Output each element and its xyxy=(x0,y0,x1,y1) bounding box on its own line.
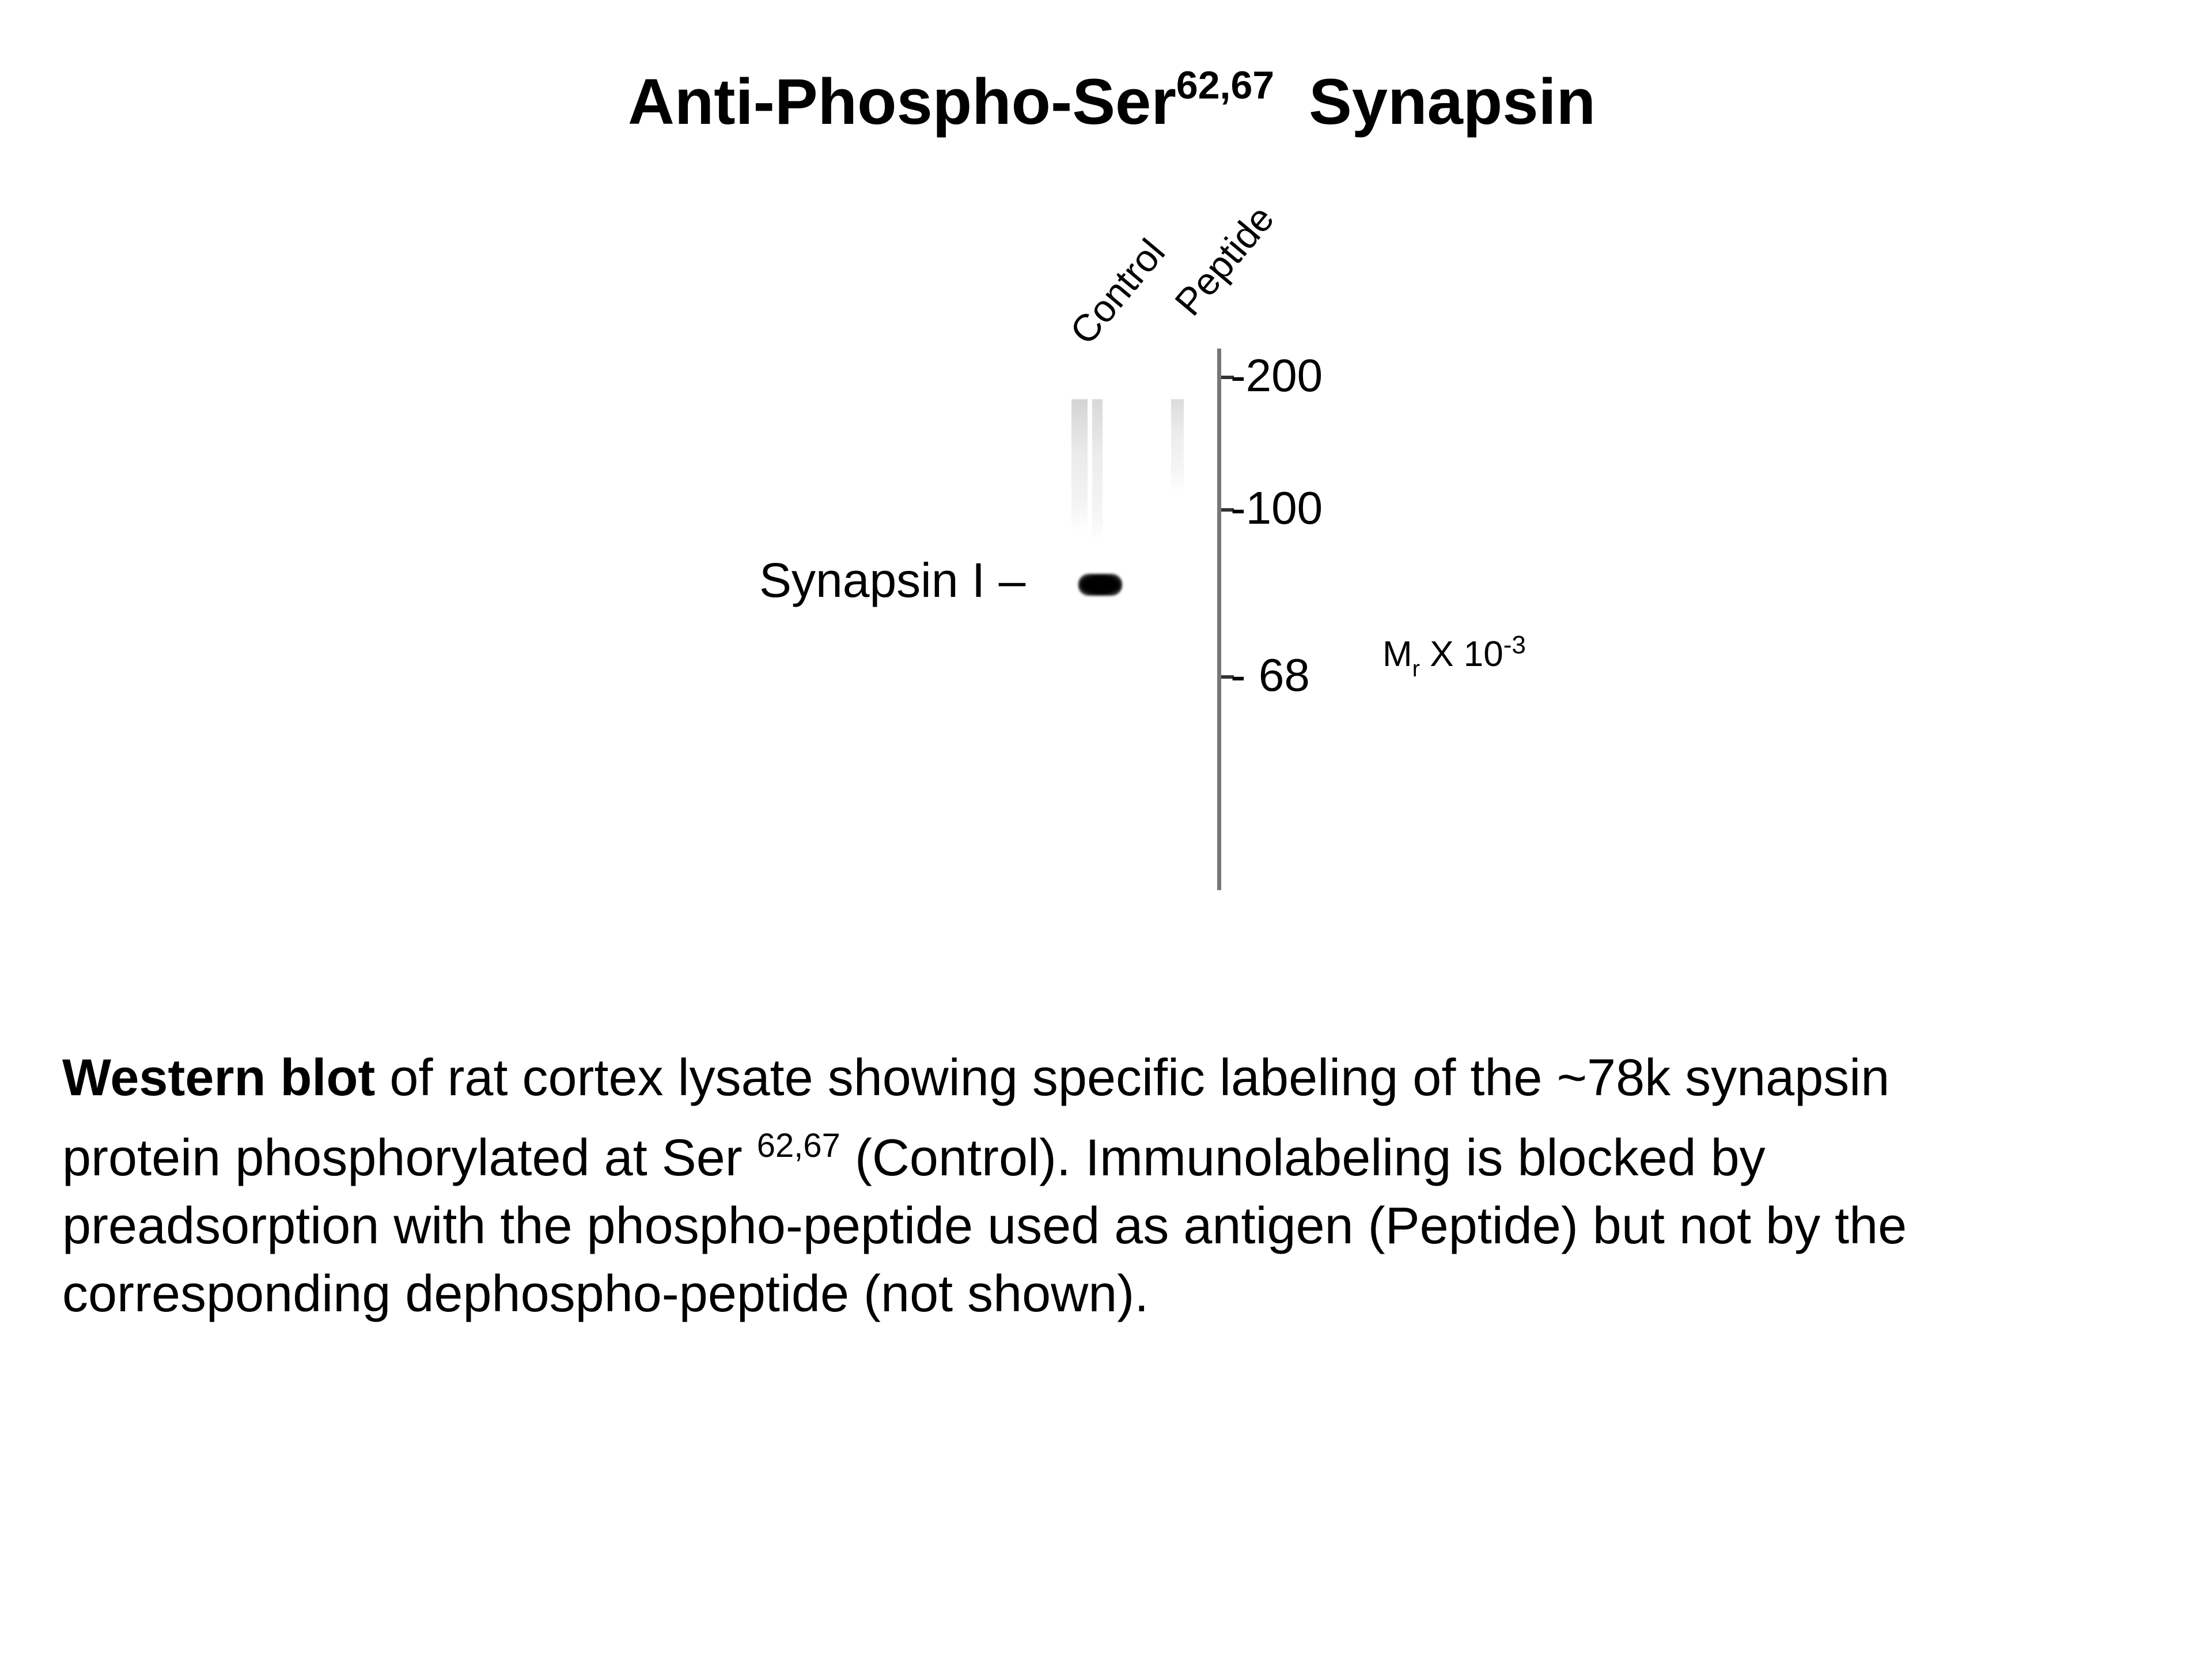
marker-label-100: -100 xyxy=(1230,482,1323,534)
band-label-synapsin-i: Synapsin I – xyxy=(759,553,1026,607)
marker-label-200: -200 xyxy=(1230,350,1323,401)
mw-unit-label xyxy=(1382,625,1526,689)
synapsin-band xyxy=(1078,574,1122,596)
mr-multiplier: X 10 xyxy=(1419,634,1503,674)
caption-bold-lead: Western blot xyxy=(62,1049,376,1107)
caption-line-2-a: protein phosphorylated at Ser xyxy=(62,1129,757,1187)
figure-caption xyxy=(62,1044,2194,1328)
caption-superscript: 62,67 xyxy=(756,1127,840,1164)
caption-line-1 xyxy=(62,1044,2194,1112)
peptide-lane-smear xyxy=(1171,399,1184,491)
caption-line-4: corresponding dephospho-peptide (not shown). xyxy=(62,1265,1149,1323)
caption-line-1-text: of rat cortex lysate showing specific labeling of the ~78k synapsin xyxy=(375,1049,1890,1107)
mr-exponent: -3 xyxy=(1503,631,1526,659)
lane-label-peptide: Peptide xyxy=(1166,197,1282,324)
caption-line-3: preadsorption with the phospho-peptide used as antigen (Peptide) but not by the xyxy=(62,1197,1907,1255)
figure-title xyxy=(0,65,2212,148)
control-lane-smear xyxy=(1071,399,1088,532)
title-superscript: 62,67 xyxy=(1176,63,1275,107)
title-prefix: Anti-Phospho-Ser xyxy=(627,66,1176,138)
mw-axis-line xyxy=(1217,349,1221,890)
lane-label-control: Control xyxy=(1061,230,1173,353)
control-lane-smear-right xyxy=(1092,399,1103,543)
caption-line-2 xyxy=(62,1112,2194,1192)
caption-line-2-b: (Control). Immunolabeling is blocked by xyxy=(840,1129,1766,1187)
marker-label-68: - 68 xyxy=(1230,649,1310,701)
title-suffix: Synapsin xyxy=(1309,66,1596,138)
mr-subscript: r xyxy=(1412,656,1420,682)
mr-base: M xyxy=(1382,634,1412,674)
